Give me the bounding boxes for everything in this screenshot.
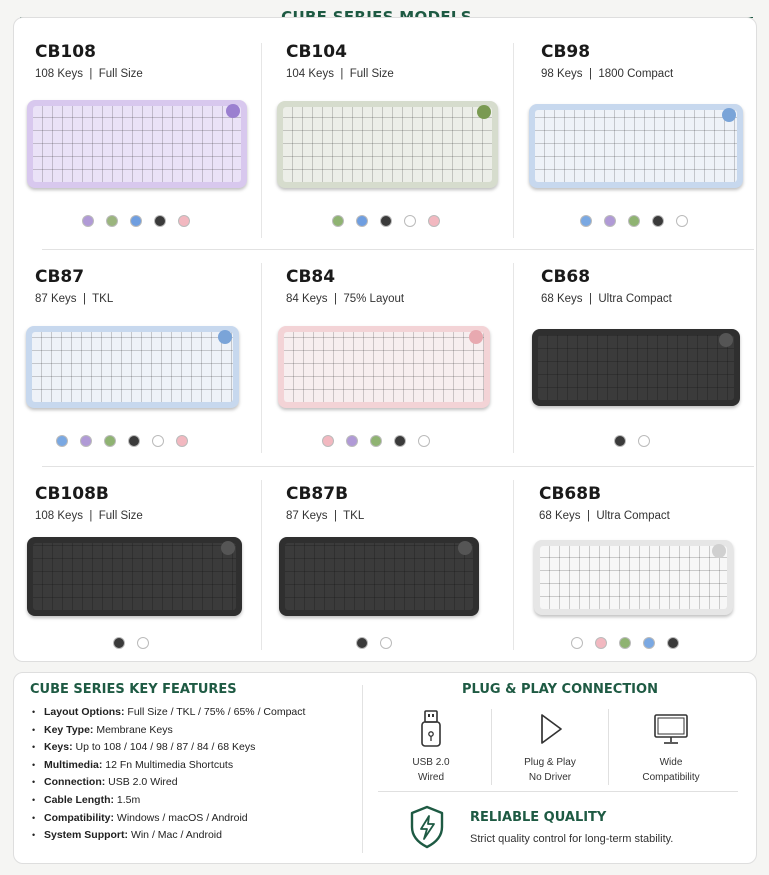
model-key-count: 87 Keys bbox=[286, 510, 328, 522]
plug-label-1: Wide bbox=[659, 757, 683, 768]
color-swatch[interactable] bbox=[394, 435, 406, 447]
model-size: 75% Layout bbox=[343, 293, 405, 305]
keyboard-keys bbox=[540, 546, 727, 609]
color-options bbox=[580, 215, 688, 227]
color-swatch[interactable] bbox=[332, 215, 344, 227]
keyboard-keys bbox=[538, 335, 734, 400]
color-swatch[interactable] bbox=[571, 637, 583, 649]
model-size: 1800 Compact bbox=[598, 68, 674, 80]
model-size: Full Size bbox=[98, 510, 143, 522]
plug-label-1: USB 2.0 bbox=[412, 757, 450, 768]
color-swatch[interactable] bbox=[428, 215, 440, 227]
color-swatch[interactable] bbox=[652, 215, 664, 227]
volume-knob bbox=[712, 544, 726, 558]
plug-item-usb bbox=[376, 709, 486, 785]
volume-knob bbox=[458, 541, 472, 555]
plug-title: PLUG & PLAY CONNECTION bbox=[462, 682, 658, 697]
spec-separator: | bbox=[333, 68, 350, 80]
feature-label: Key Type: bbox=[44, 723, 94, 736]
card-divider bbox=[362, 685, 363, 853]
features-title: CUBE SERIES KEY FEATURES bbox=[30, 682, 237, 697]
color-swatch[interactable] bbox=[82, 215, 94, 227]
color-swatch[interactable] bbox=[356, 215, 368, 227]
plug-item-play bbox=[495, 709, 605, 785]
bullet: • bbox=[32, 830, 36, 841]
bullet: • bbox=[32, 742, 36, 753]
color-swatch[interactable] bbox=[404, 215, 416, 227]
color-swatch[interactable] bbox=[104, 435, 116, 447]
model-size: Full Size bbox=[349, 68, 394, 80]
feature-label: Compatibility: bbox=[44, 811, 114, 824]
color-swatch[interactable] bbox=[667, 637, 679, 649]
model-size: Full Size bbox=[98, 68, 143, 80]
model-spec bbox=[286, 68, 394, 80]
keyboard-keys bbox=[33, 543, 236, 610]
color-swatch[interactable] bbox=[346, 435, 358, 447]
model-name: CB104 bbox=[286, 42, 347, 62]
color-options bbox=[322, 435, 430, 447]
volume-knob bbox=[469, 330, 483, 344]
quality-title: RELIABLE QUALITY bbox=[470, 810, 607, 825]
model-name: CB68 bbox=[541, 267, 591, 287]
keyboard-image bbox=[26, 326, 239, 408]
model-spec bbox=[286, 510, 364, 522]
model-key-count: 68 Keys bbox=[539, 510, 581, 522]
bullet: • bbox=[32, 794, 36, 805]
color-options bbox=[571, 637, 679, 649]
volume-knob bbox=[221, 541, 235, 555]
color-swatch[interactable] bbox=[380, 215, 392, 227]
spec-separator: | bbox=[582, 68, 599, 80]
color-swatch[interactable] bbox=[128, 435, 140, 447]
spec-separator: | bbox=[82, 68, 99, 80]
usb-icon bbox=[414, 709, 448, 749]
color-swatch[interactable] bbox=[628, 215, 640, 227]
color-options bbox=[332, 215, 440, 227]
features-list bbox=[32, 704, 305, 845]
color-swatch[interactable] bbox=[370, 435, 382, 447]
play-icon bbox=[533, 709, 567, 749]
keyboard-image bbox=[27, 100, 247, 188]
feature-value: Full Size / TKL / 75% / 65% / Compact bbox=[127, 706, 306, 718]
color-swatch[interactable] bbox=[152, 435, 164, 447]
volume-knob bbox=[719, 333, 733, 347]
feature-label: Layout Options: bbox=[44, 706, 125, 718]
feature-value: Win / Mac / Android bbox=[130, 829, 222, 842]
feature-item bbox=[32, 704, 305, 722]
keyboard-image bbox=[27, 537, 242, 616]
keyboard-image bbox=[278, 326, 490, 408]
shield-icon bbox=[409, 805, 445, 849]
color-swatch[interactable] bbox=[113, 637, 125, 649]
model-spec bbox=[541, 293, 672, 305]
color-swatch[interactable] bbox=[614, 435, 626, 447]
spec-separator: | bbox=[327, 293, 344, 305]
feature-value: USB 2.0 Wired bbox=[108, 776, 178, 789]
color-options bbox=[614, 435, 650, 447]
spec-separator: | bbox=[582, 293, 599, 305]
feature-label: Connection: bbox=[44, 776, 106, 789]
model-name: CB84 bbox=[286, 267, 336, 287]
color-swatch[interactable] bbox=[322, 435, 334, 447]
model-spec bbox=[541, 68, 673, 80]
color-swatch[interactable] bbox=[356, 637, 368, 649]
feature-value: 1.5m bbox=[116, 793, 141, 806]
feature-item bbox=[32, 827, 305, 845]
model-key-count: 104 Keys bbox=[286, 68, 334, 80]
color-options bbox=[82, 215, 190, 227]
color-swatch[interactable] bbox=[580, 215, 592, 227]
color-swatch[interactable] bbox=[638, 435, 650, 447]
color-swatch[interactable] bbox=[676, 215, 688, 227]
color-options bbox=[356, 637, 392, 649]
model-name: CB68B bbox=[539, 484, 602, 504]
bullet: • bbox=[32, 812, 36, 823]
feature-item bbox=[32, 774, 305, 792]
model-name: CB87B bbox=[286, 484, 349, 504]
color-swatch[interactable] bbox=[106, 215, 118, 227]
spec-separator: | bbox=[327, 510, 344, 522]
model-size: TKL bbox=[343, 510, 365, 522]
keyboard-keys bbox=[284, 332, 484, 402]
feature-label: Multimedia: bbox=[44, 758, 103, 771]
model-spec bbox=[35, 510, 143, 522]
color-swatch[interactable] bbox=[643, 637, 655, 649]
keyboard-image bbox=[277, 101, 498, 188]
keyboard-image bbox=[279, 537, 479, 616]
keyboard-keys bbox=[285, 543, 473, 610]
model-name: CB108B bbox=[35, 484, 109, 504]
model-spec bbox=[539, 510, 670, 522]
feature-item bbox=[32, 792, 305, 810]
volume-knob bbox=[218, 330, 232, 344]
quality-description: Strict quality control for long-term stability. bbox=[470, 833, 674, 845]
feature-value: 12 Fn Multimedia Shortcuts bbox=[105, 758, 234, 771]
color-swatch[interactable] bbox=[418, 435, 430, 447]
plug-item-monitor bbox=[616, 709, 726, 785]
model-spec bbox=[286, 293, 404, 305]
plug-label-1: Plug & Play bbox=[524, 757, 576, 768]
model-name: CB87 bbox=[35, 267, 85, 287]
plug-label-2: Compatibility bbox=[642, 772, 700, 783]
model-size: Ultra Compact bbox=[596, 510, 670, 522]
bullet: • bbox=[32, 777, 36, 788]
color-swatch[interactable] bbox=[130, 215, 142, 227]
feature-item bbox=[32, 739, 305, 757]
bullet: • bbox=[32, 724, 36, 735]
feature-item bbox=[32, 757, 305, 775]
plug-label-2: No Driver bbox=[528, 772, 572, 783]
feature-value: Up to 108 / 104 / 98 / 87 / 84 / 68 Keys bbox=[75, 741, 256, 754]
plug-divider bbox=[608, 709, 609, 785]
color-swatch[interactable] bbox=[178, 215, 190, 227]
model-key-count: 87 Keys bbox=[35, 293, 77, 305]
volume-knob bbox=[722, 108, 736, 122]
monitor-icon bbox=[652, 709, 690, 749]
model-name: CB98 bbox=[541, 42, 591, 62]
model-size: Ultra Compact bbox=[598, 293, 672, 305]
plug-divider bbox=[491, 709, 492, 785]
model-key-count: 68 Keys bbox=[541, 293, 583, 305]
color-swatch[interactable] bbox=[619, 637, 631, 649]
spec-separator: | bbox=[82, 510, 99, 522]
color-swatch[interactable] bbox=[56, 435, 68, 447]
keyboard-image bbox=[532, 329, 740, 406]
model-name: CB108 bbox=[35, 42, 96, 62]
plug-label-2: Wired bbox=[417, 772, 445, 783]
feature-label: Keys: bbox=[44, 741, 73, 754]
feature-label: System Support: bbox=[44, 829, 129, 842]
color-options bbox=[113, 637, 149, 649]
features-card bbox=[13, 672, 757, 864]
spec-separator: | bbox=[580, 510, 597, 522]
color-swatch[interactable] bbox=[380, 637, 392, 649]
model-size: TKL bbox=[92, 293, 114, 305]
keyboard-keys bbox=[32, 332, 233, 402]
model-key-count: 108 Keys bbox=[35, 510, 83, 522]
keyboard-image bbox=[534, 540, 733, 615]
color-swatch[interactable] bbox=[604, 215, 616, 227]
color-swatch[interactable] bbox=[80, 435, 92, 447]
feature-item bbox=[32, 722, 305, 740]
volume-knob bbox=[226, 104, 240, 118]
feature-value: Windows / macOS / Android bbox=[116, 811, 248, 824]
bullet: • bbox=[32, 707, 36, 717]
keyboard-image bbox=[529, 104, 743, 188]
model-key-count: 98 Keys bbox=[541, 68, 583, 80]
feature-label: Cable Length: bbox=[44, 793, 114, 806]
model-key-count: 108 Keys bbox=[35, 68, 83, 80]
model-key-count: 84 Keys bbox=[286, 293, 328, 305]
keyboard-keys bbox=[535, 110, 737, 182]
color-swatch[interactable] bbox=[176, 435, 188, 447]
keyboard-keys bbox=[283, 107, 492, 182]
keyboard-keys bbox=[33, 106, 241, 182]
model-spec bbox=[35, 293, 113, 305]
color-swatch[interactable] bbox=[137, 637, 149, 649]
bullet: • bbox=[32, 759, 36, 770]
feature-item bbox=[32, 810, 305, 828]
color-swatch[interactable] bbox=[154, 215, 166, 227]
spec-separator: | bbox=[76, 293, 93, 305]
model-spec bbox=[35, 68, 143, 80]
volume-knob bbox=[477, 105, 491, 119]
plug-quality-divider bbox=[378, 791, 738, 792]
color-swatch[interactable] bbox=[595, 637, 607, 649]
feature-value: Membrane Keys bbox=[96, 723, 173, 736]
color-options bbox=[56, 435, 188, 447]
